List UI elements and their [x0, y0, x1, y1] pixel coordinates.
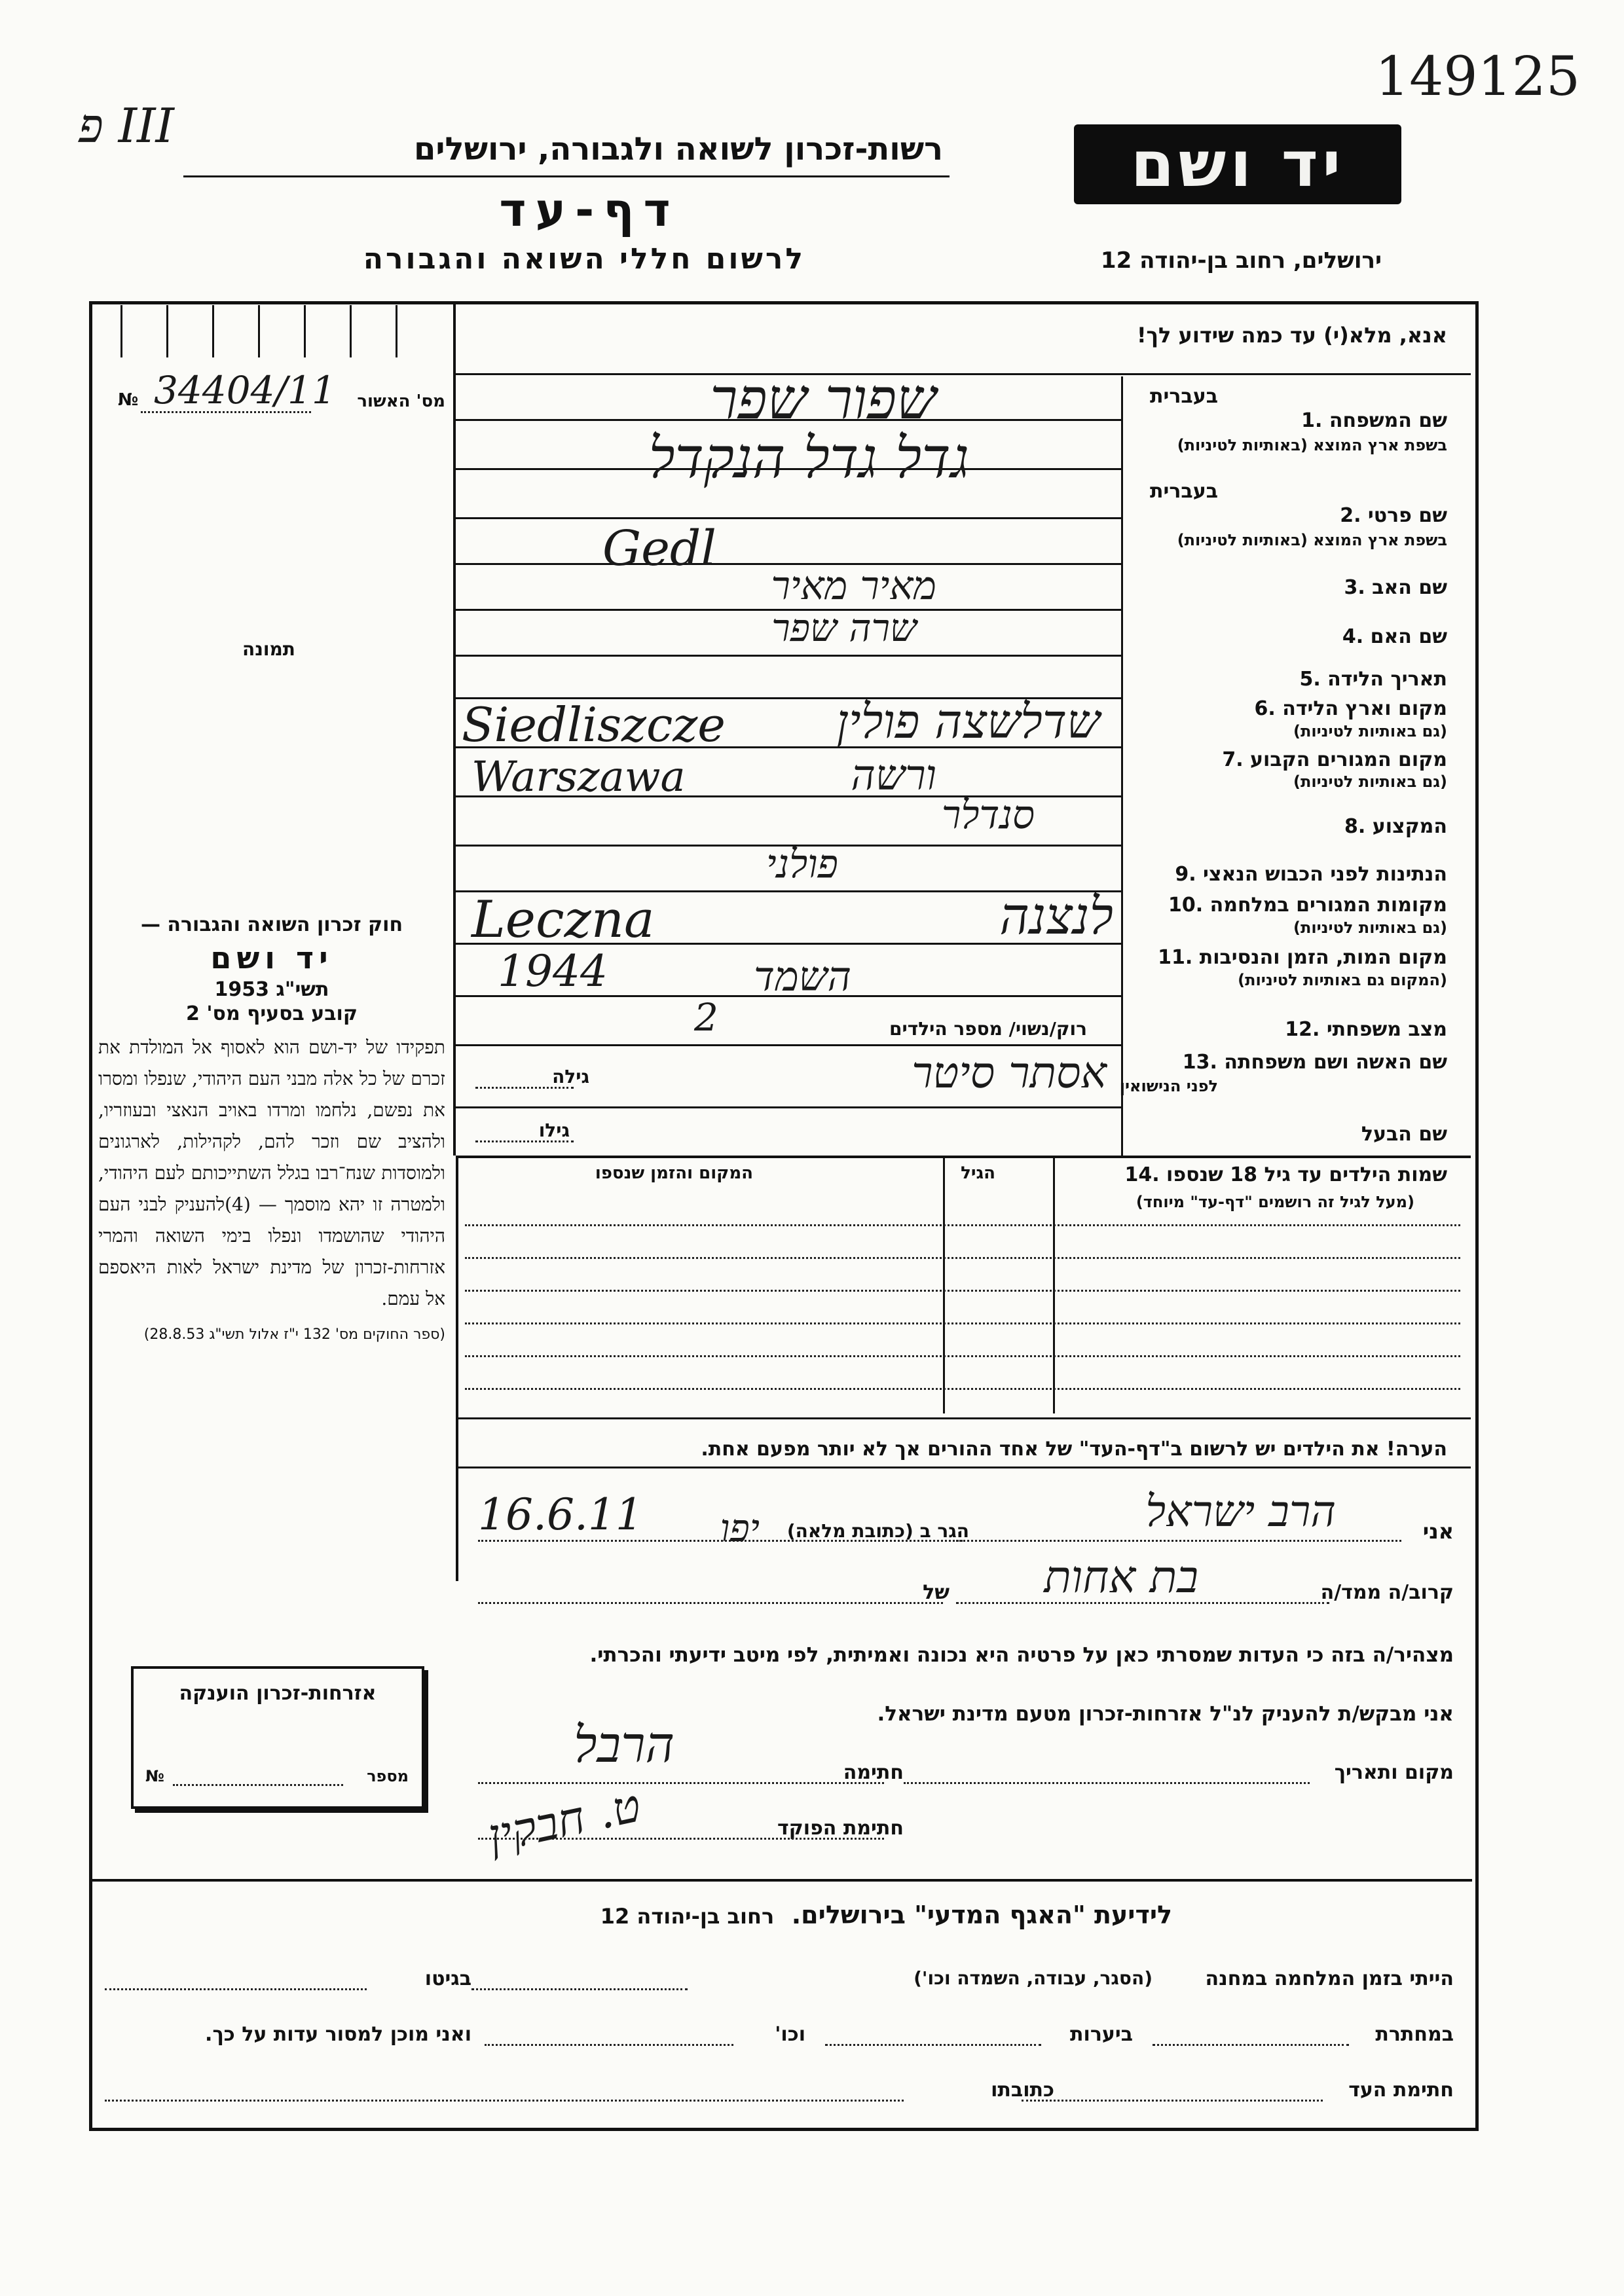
approval-number-symbol: № — [118, 390, 139, 410]
wife-age-line — [475, 1087, 574, 1089]
footer-separator — [92, 1879, 1472, 1882]
citizenship-box — [131, 1666, 424, 1809]
resident-label: הגר ב (כתובת מלאה) — [786, 1520, 969, 1542]
etc-line — [485, 2044, 733, 2046]
law-section — [98, 913, 445, 1343]
field-13-label: שם האשה ושם משפחתה .13 — [1182, 1051, 1447, 1074]
field-2-label: שם פרטי .2 — [1340, 504, 1447, 527]
law-citation: (ספר החוקים מס' 132 י"ז אלול תשי"ג 28.8.53) — [143, 1326, 445, 1343]
husband-age-label: גילו — [538, 1120, 570, 1141]
officer-value: ט. חבקין — [483, 1778, 646, 1863]
footer-line2-d: ואני מוכן למסור עדות על כך. — [205, 2023, 471, 2046]
archive-number: 149125 — [1375, 46, 1581, 108]
witness-signature-line — [1022, 2100, 1323, 2102]
footer-line1-a: הייתי בזמן המלחמה במחנה — [1205, 1967, 1454, 1990]
field-11-year: 1944 — [498, 946, 608, 996]
camp-line — [471, 1988, 688, 1990]
law-year-heb: תשי"ג — [276, 978, 329, 1001]
field-1-value: שפור שפר — [710, 367, 936, 432]
children-col-divider-2 — [943, 1158, 945, 1413]
footer-line1-c: בגיטו — [424, 1967, 471, 1990]
wife-age-label: גילה — [552, 1066, 589, 1087]
date-value: 16.6.11 — [478, 1489, 643, 1540]
col-age-header: הגיל — [961, 1163, 995, 1183]
instructions: אנא, מלא(י) עד כמה שידוע לך! — [1136, 323, 1447, 348]
logo-text: יד ושם — [1130, 128, 1345, 201]
field-6-value: שדלשצה פולין — [836, 694, 1100, 749]
declaration-statement: מצהיר/ה בזה כי העדות שמסרתי כאן על פרטיה היא נכונה ואמיתית, לפי מיטב ידיעתי והכרתי. — [589, 1643, 1454, 1667]
declarant-name-line — [956, 1540, 1401, 1542]
photo-label: תמונה — [242, 638, 295, 660]
place-date-label: מקום ותאריך — [1334, 1761, 1454, 1784]
relation-value: בת אחות — [1044, 1552, 1198, 1603]
note: הערה! את הילדים יש לרשום ב"דף-העד" של אחד ההורים אך לא יותר מפעם אחת. — [701, 1438, 1447, 1461]
field-3-value: מאיר מאיר — [771, 563, 936, 609]
field-8-value: סנדלר — [941, 792, 1035, 838]
declaration-i-label: אני — [1422, 1519, 1454, 1544]
footer-line3-a: חתימת העד — [1348, 2079, 1454, 2102]
citizenship-number-symbol: № — [145, 1767, 164, 1785]
law-logo: יד ושם — [210, 940, 333, 975]
children-col-divider-1 — [1053, 1158, 1055, 1413]
field-11-label: מקום המות, הזמן והנסיבות .11 — [1158, 946, 1447, 969]
approval-box-area — [94, 305, 452, 377]
field-7-value: ורשה — [851, 752, 936, 800]
field-13-value: אסתר סיטר — [912, 1048, 1107, 1098]
field-1-sub: בשפת ארץ המוצא (באותיות לטיניות) — [1177, 436, 1447, 454]
address-header: ירושלים, רחוב בן-יהודה 12 — [1100, 247, 1382, 274]
field-4-value: שרה שפר — [771, 606, 917, 650]
law-title: חוק זכרון השואה והגבורה — — [140, 913, 403, 936]
approval-label: מס' האשור — [357, 392, 445, 411]
authority-title: רשות-זכרון לשואה ולגבורה, ירושלים — [413, 131, 943, 168]
law-body: תפקידו של יד-ושם הוא לאסוף אל המולדת את זכרם של כל אלה מבני העם היהודי, שנפלו ומסרו את נפשם, נלחמו ומרדו באויב הנאצי ובעוזריו, ולהציב שם וזכר להם, לקהילות, לארגונים ולמוסדות שנח־רבו בגלל השתייכותם לעם היהודי, ולמטרה זו יהא מוסמך — (4)להעניק לבני העם היהודי שהושמדו ונפלו בימי השואה והמרי אזרחות-זכרון של מדינת ישראל לאות היאספם אל עמם. — [98, 1036, 445, 1309]
note-rule — [456, 1467, 1471, 1468]
yad-vashem-logo — [1074, 124, 1401, 204]
husband-age-line — [475, 1140, 574, 1142]
field-13-sub: לפני הנישואין — [1119, 1077, 1218, 1095]
of-line — [478, 1602, 943, 1604]
law-clause: קובע בסעיף מס' 2 — [186, 1002, 358, 1025]
citizenship-title: אזרחות-זכרון הוענקה — [179, 1682, 377, 1705]
field-7-label: מקום המגורים הקבוע .7 — [1222, 748, 1447, 771]
field-14-sub: (מעל לגיל זה רושמים "דף-עד" מיוחד) — [1135, 1193, 1414, 1211]
field-6-latin: Siedliszcze — [462, 697, 726, 752]
field-2-latin: Gedl — [602, 520, 716, 577]
hebrew-tag-2: בעברית — [1150, 480, 1218, 503]
citizenship-number-line — [173, 1784, 343, 1786]
field-2-sub: בשפת ארץ המוצא (באותיות לטיניות) — [1177, 531, 1447, 549]
forests-line — [825, 2044, 1041, 2046]
field-14-label: שמות הילדים עד גיל 18 שנספו .14 — [1124, 1163, 1447, 1186]
field-6-sub: (גם באותיות לטיניות) — [1293, 722, 1447, 740]
signature-value: הרבל — [573, 1715, 674, 1774]
field-10-latin: Leczna — [471, 890, 655, 949]
corner-mark: פ III — [79, 98, 174, 153]
relative-label: קרוב/ה ממד/ה — [1320, 1581, 1454, 1604]
hebrew-tag-1: בעברית — [1150, 385, 1218, 408]
field-1-label: שם המשפחה .1 — [1301, 409, 1447, 432]
signature-line — [478, 1782, 884, 1784]
field-11-value: השמד — [754, 953, 851, 1000]
footer-line2-c: וכו' — [775, 2023, 805, 2046]
declaration-request: אני מבקש/ת להעניק לנ"ל אזרחות-זכרון מטעם מדינת ישראל. — [877, 1702, 1454, 1726]
field-9-label: הנתינות לפני הכבוש הנאצי .9 — [1175, 863, 1447, 886]
top-field-rule — [456, 373, 1471, 375]
label-column-divider — [1121, 376, 1123, 1156]
witness-address-line — [105, 2100, 904, 2102]
field-4-label: שם האם .4 — [1342, 625, 1447, 648]
field-12-children: 2 — [694, 995, 718, 1040]
field-5-label: תאריך הלידה .5 — [1299, 668, 1447, 691]
authority-underline — [183, 175, 950, 177]
field-10-label: מקומות המגורים במלחמה .10 — [1168, 894, 1447, 917]
officer-label: חתימת הפוקד — [777, 1817, 904, 1840]
citizenship-number-label: מספר — [367, 1767, 409, 1785]
field-12-options: רוק/נשוי/ מספר הילדים — [889, 1018, 1087, 1040]
form-subtitle: לרשום חללי השואה והגבורה — [363, 242, 805, 276]
field-3-label: שם האב .3 — [1344, 576, 1447, 599]
place-date-line — [904, 1782, 1310, 1784]
approval-number-value: 34404/11 — [154, 368, 336, 412]
footer-line1-b: (הסגר, עבודה, השמדה וכו') — [913, 1967, 1153, 1989]
footer-line3-b: כתובתו — [991, 2079, 1054, 2102]
husband-label: שם הבעל — [1361, 1123, 1447, 1146]
field-11-sub: (המקום גם באותיות לטיניות) — [1238, 971, 1447, 989]
field-6-label: מקום וארץ הלידה .6 — [1254, 697, 1447, 720]
col-place-header: המקום והזמן שנספו — [595, 1163, 753, 1183]
field-12-label: מצב משפחתי .12 — [1285, 1018, 1447, 1041]
field-7-latin: Warszawa — [471, 753, 686, 801]
footer-title: לידיעת "האגף המדעי" בירושלים. רחוב בן-יהודה 12 — [600, 1901, 1172, 1929]
field-8-label: המקצוע .8 — [1344, 815, 1447, 838]
footer-line2-b: ביערות — [1070, 2023, 1133, 2046]
left-column-divider — [453, 304, 456, 1156]
field-9-value: פולני — [766, 841, 838, 887]
underground-line — [1153, 2044, 1349, 2046]
footer-line2-a: במחתרת — [1375, 2023, 1454, 2046]
children-left-border — [456, 1156, 458, 1581]
form-title: דף-עד — [499, 183, 680, 237]
law-year: 1953 — [214, 978, 269, 1001]
field-7-sub: (גם באותיות לטיניות) — [1293, 773, 1447, 791]
address-value: יפו — [720, 1506, 760, 1550]
of-label: של — [923, 1581, 950, 1604]
declarant-name: הרב ישראל — [1145, 1486, 1336, 1537]
children-bottom-rule — [456, 1417, 1471, 1419]
ghetto-line — [105, 1988, 367, 1990]
field-2-value: גדל גדל הנקדל — [648, 426, 969, 491]
signature-label: חתימה — [843, 1761, 904, 1784]
field-10-value: לנצנה — [999, 887, 1113, 946]
field-10-sub: (גם באותיות לטיניות) — [1293, 919, 1447, 937]
